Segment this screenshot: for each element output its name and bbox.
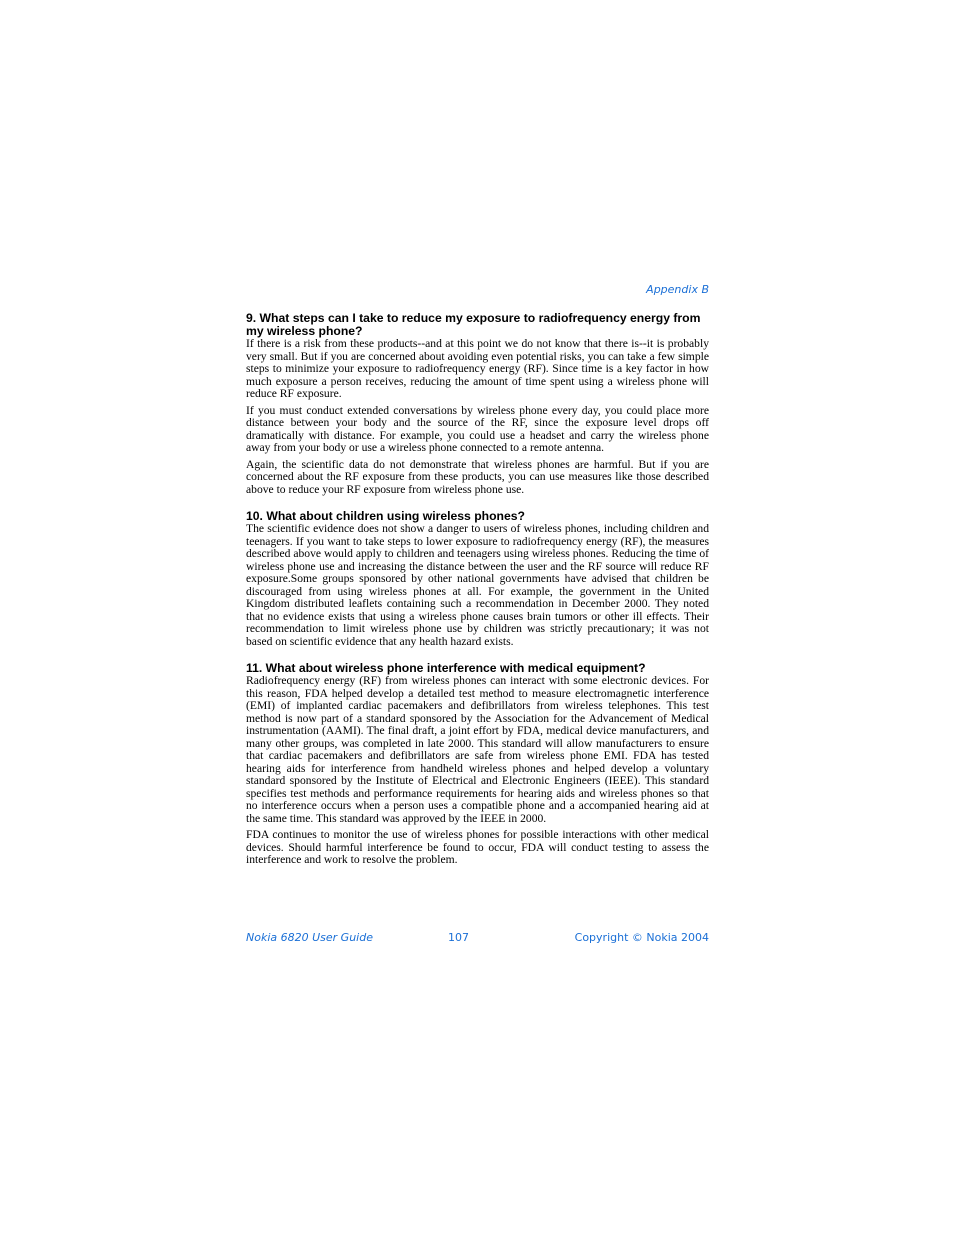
section-q11 <box>246 662 709 867</box>
section-q10 <box>246 510 709 648</box>
page-footer <box>246 931 709 945</box>
paragraph: The scientific evidence does not show a danger to users of wireless phones, including children and teenagers. If you want to take steps to lower exposure to radiofrequency energy (RF), the measures described above would apply to children and teenagers using wireless phones. Reducing the time of wireless phone use and increasing the distance between the user and the RF source will reduce RF exposure.Some groups sponsored by other national governments have advised that children be discouraged from using wireless phones at all. For example, the government in the United Kingdom distributed leaflets containing such a recommendation in December 2000. They noted that no evidence exists that using a wireless phone causes brain tumors or other ill effects. Their recommendation to limit wireless phone use by children was strictly precautionary; it was not based on scientific evidence that any health hazard exists. <box>246 522 709 648</box>
paragraph: If there is a risk from these products--and at this point we do not know that there is--it is probably very small. But if you are concerned about avoiding even potential risks, you can take a few simple steps to minimize your exposure to radiofrequency energy (RF). Since time is a key factor in how much exposure a person receives, reducing the amount of time spent using a wireless phone will reduce RF exposure. <box>246 337 709 400</box>
section-title: 11. What about wireless phone interference with medical equipment? <box>246 661 646 675</box>
footer-copyright: Copyright © Nokia 2004 <box>574 931 709 944</box>
paragraph: FDA continues to monitor the use of wireless phones for possible interactions with other medical devices. Should harmful interference be found to occur, FDA will conduct testing to assess the interference and work to resolve the problem. <box>246 828 709 866</box>
paragraph: Again, the scientific data do not demonstrate that wireless phones are harmful. But if you are concerned about the RF exposure from these products, you can use measures like those described above to reduce your RF exposure from wireless phone use. <box>246 457 709 496</box>
paragraph: If you must conduct extended conversations by wireless phone every day, you could place more distance between your body and the source of the RF, since the exposure level drops off dramatically with distance. For example, you could use a headset and carry the wireless phone away from your body or use a wireless phone connected to a remote antenna. <box>246 403 709 454</box>
section-title: 10. What about children using wireless phones? <box>246 509 526 523</box>
section-q9 <box>246 312 709 496</box>
page-number: 107 <box>448 931 469 944</box>
paragraph: Radiofrequency energy (RF) from wireless phones can interact with some electronic devices. For this reason, FDA helped develop a detailed test method to measure electromagnetic interference (EMI) of implanted cardiac pacemakers and defibrillators from wireless telephones. This test method is now part of a standard sponsored by the Association for the Advancement of Medical instrumentation (AAMI). The final draft, a joint effort by FDA, medical device manufacturers, and many other groups, was completed in late 2000. This standard will allow manufacturers to ensure that cardiac pacemakers and defibrillators are safe from wireless phone EMI. FDA has tested hearing aids for interference from handheld wireless phones and helped develop a voluntary standard sponsored by the Institute of Electrical and Electronic Engineers (IEEE). This standard specifies test methods and performance requirements for hearing aids and wireless phones so that no interference occurs when a person uses a compatible phone and a accompanied hearing aid at the same time. This standard was approved by the IEEE in 2000. <box>246 674 709 825</box>
footer-guide-title: Nokia 6820 User Guide <box>246 931 373 944</box>
running-header: Appendix B <box>646 283 709 296</box>
page-content <box>246 312 709 881</box>
section-title: 9. What steps can I take to reduce my exposure to radiofrequency energy from my wireless phone? <box>246 311 701 338</box>
